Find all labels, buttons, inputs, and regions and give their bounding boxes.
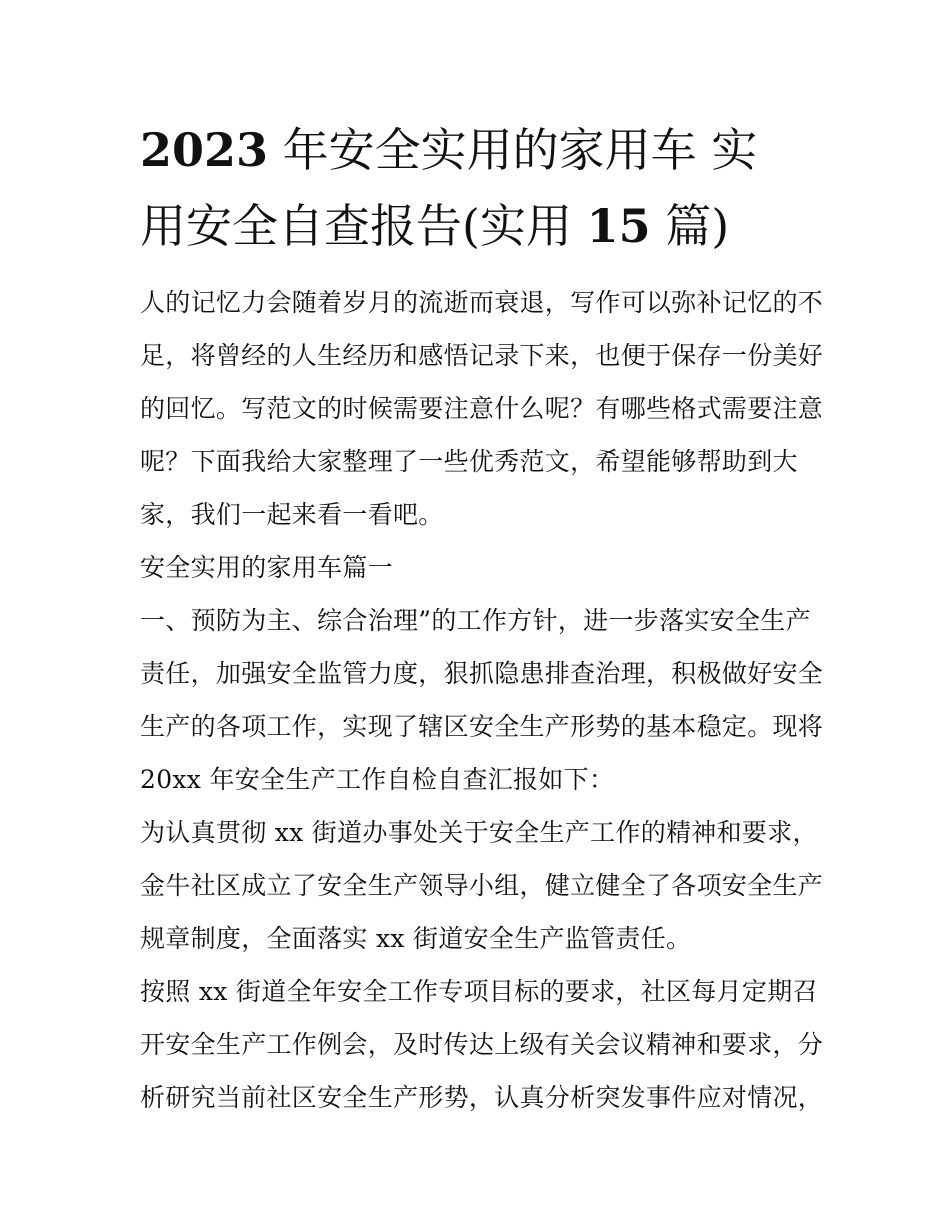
title-line-1 <box>140 112 820 188</box>
body-line: 按照 xx 街道全年安全工作专项目标的要求，社区每月定期召 <box>140 977 818 1006</box>
body-line: 20xx 年安全生产工作自检自查汇报如下： <box>140 765 615 794</box>
title-text-1: 年安全实用的家用车 实 <box>268 123 758 177</box>
body-line: 责任，加强安全监管力度，狠抓隐患排查治理，积极做好安全 <box>140 659 824 688</box>
body-line: 生产的各项工作，实现了辖区安全生产形势的基本稳定。现将 <box>140 712 824 741</box>
body-line: 呢？下面我给大家整理了一些优秀范文，希望能够帮助到大 <box>140 447 798 476</box>
section-heading: 安全实用的家用车篇一 <box>140 553 394 582</box>
body-line: 人的记忆力会随着岁月的流逝而衰退，写作可以弥补记忆的不 <box>140 288 824 317</box>
title-count: 15 <box>586 199 651 253</box>
title-year: 2023 <box>140 123 269 177</box>
body-line: 为认真贯彻 xx 街道办事处关于安全生产工作的精神和要求， <box>140 818 818 847</box>
body-line: 析研究当前社区安全生产形势，认真分析突发事件应对情况， <box>140 1083 824 1112</box>
body-line: 的回忆。写范文的时候需要注意什么呢？有哪些格式需要注意 <box>140 394 824 423</box>
body-line: 家，我们一起来看一看吧。 <box>140 500 444 529</box>
body-line: 开安全生产工作例会，及时传达上级有关会议精神和要求，分 <box>140 1030 824 1059</box>
body-line: 金牛社区成立了安全生产领导小组，健立健全了各项安全生产 <box>140 871 824 900</box>
document-body <box>140 276 830 1124</box>
title-text-2: 用安全自查报告(实用 <box>140 199 587 253</box>
document-title <box>140 112 820 264</box>
title-line-2 <box>140 188 820 264</box>
body-line: 足，将曾经的人生经历和感悟记录下来，也便于保存一份美好 <box>140 341 824 370</box>
body-line: 一、预防为主、综合治理”的工作方针，进一步落实安全生产 <box>140 606 811 635</box>
body-line: 规章制度，全面落实 xx 街道安全生产监管责任。 <box>140 924 692 953</box>
title-text-3: 篇) <box>650 199 730 253</box>
